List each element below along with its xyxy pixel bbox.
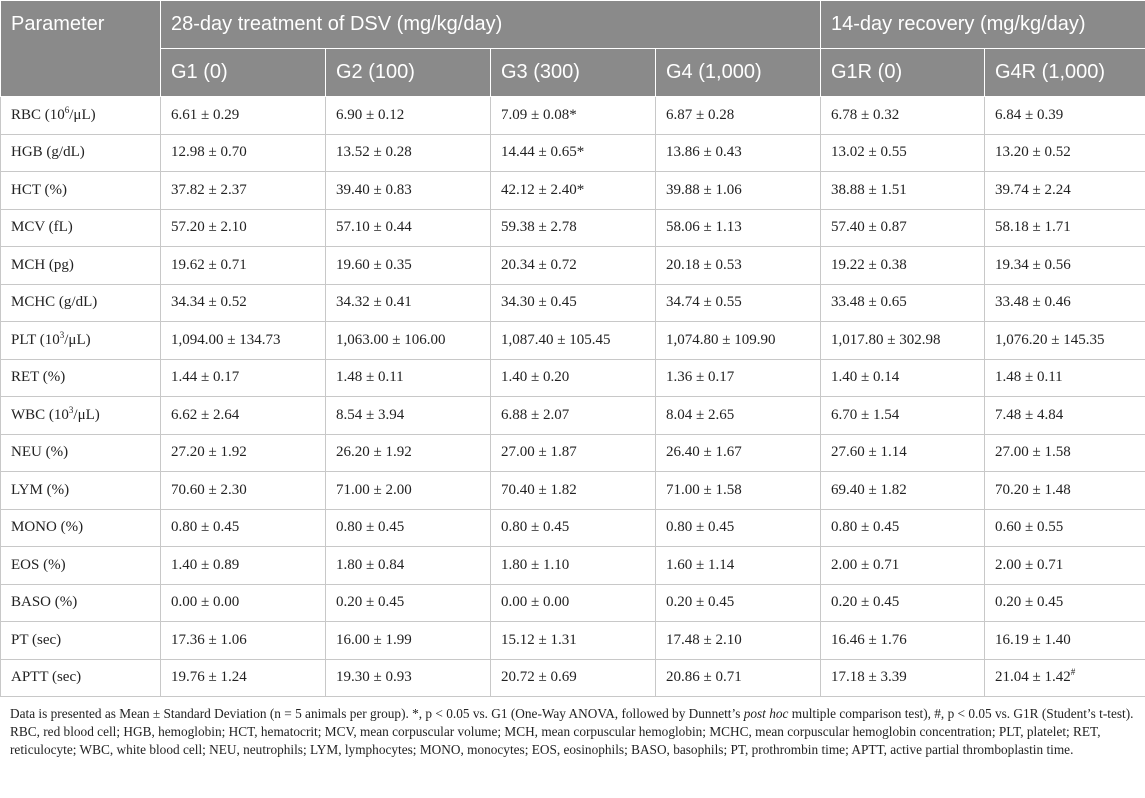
value-text: 70.20 ± 1.48 [995,481,1071,498]
value-cell [326,509,491,547]
value-text: 1.48 ± 0.11 [336,369,404,386]
value-text: 19.34 ± 0.56 [995,256,1071,273]
value-cell [491,134,656,172]
value-cell [326,209,491,247]
value-cell [161,472,326,510]
value-text: 19.22 ± 0.38 [831,256,907,273]
table-row [1,397,1145,435]
parameter-label: PLT (10 [11,331,60,348]
value-text: 34.34 ± 0.52 [171,294,247,311]
table-row [1,284,1145,322]
value-cell [821,359,985,397]
value-cell [656,322,821,360]
parameter-cell [1,247,161,285]
value-text: 71.00 ± 2.00 [336,481,412,498]
value-text: 19.30 ± 0.93 [336,669,412,686]
value-cell [491,97,656,135]
value-text: 16.46 ± 1.76 [831,631,907,648]
parameter-label: PT (sec) [11,631,62,648]
value-cell [326,134,491,172]
table-row [1,97,1145,135]
value-cell [656,472,821,510]
parameter-exponent: 6 [64,104,70,115]
value-text: 6.90 ± 0.12 [336,106,405,123]
column-header-g2: G2 (100) [326,49,491,97]
value-text: 6.61 ± 0.29 [171,106,240,123]
footnote-text-2: multiple comparison test), #, p < 0.05 vs. G1R (Student’s t-test). RBC, red blood cell; HGB, hemoglobin; HCT, hematocrit; MCV, mean corpuscular volume; MCH, mean corpuscular hemoglobin; MCHC, mean corpuscular hemoglobin concentration; PLT, platelet; RET, reticulocyte; WBC, white blood cell; NEU, neutrophils; LYM, lymphocytes; MONO, monocytes; EOS, eosinophils; BASO, basophils; PT, prothrombin time; APTT, active partial thromboplastin time. [10,706,1134,757]
value-cell [326,97,491,135]
value-cell [656,172,821,210]
value-text: 70.40 ± 1.82 [501,481,577,498]
value-cell [656,284,821,322]
value-text: 0.60 ± 0.55 [995,519,1064,536]
value-text: 6.87 ± 0.28 [666,106,735,123]
value-text: 34.32 ± 0.41 [336,294,412,311]
value-cell [491,622,656,660]
value-text: 1.80 ± 1.10 [501,556,570,573]
value-text: 1.44 ± 0.17 [171,369,240,386]
value-text: 27.20 ± 1.92 [171,444,247,461]
column-header-g4r: G4R (1,000) [985,49,1145,97]
value-cell [985,284,1145,322]
value-cell [656,97,821,135]
value-text: 69.40 ± 1.82 [831,481,907,498]
value-cell [326,472,491,510]
value-text: 38.88 ± 1.51 [831,181,907,198]
table-row [1,247,1145,285]
value-cell [326,397,491,435]
table-row [1,209,1145,247]
value-cell [326,434,491,472]
value-cell [821,247,985,285]
value-text: 16.00 ± 1.99 [336,631,412,648]
parameter-cell [1,584,161,622]
value-text: 26.40 ± 1.67 [666,444,742,461]
value-cell [161,659,326,697]
value-text: 39.74 ± 2.24 [995,181,1071,198]
parameter-cell [1,659,161,697]
value-text: 19.62 ± 0.71 [171,256,247,273]
table-row [1,359,1145,397]
parameter-unit: /μL) [73,406,100,423]
value-cell [821,622,985,660]
value-text: 0.80 ± 0.45 [831,519,900,536]
table-row [1,584,1145,622]
column-header-g3: G3 (300) [491,49,656,97]
value-cell [985,359,1145,397]
value-cell [821,322,985,360]
value-cell [161,584,326,622]
value-cell [161,172,326,210]
footnote-text-1: Data is presented as Mean ± Standard Deviation (n = 5 animals per group). *, p < 0.05 vs. G1 (One-Way ANOVA, followed by Dunnett’s [10,706,744,721]
column-header-g1r: G1R (0) [821,49,985,97]
value-text: 1.36 ± 0.17 [666,369,735,386]
table-row [1,172,1145,210]
value-text: 34.30 ± 0.45 [501,294,577,311]
value-cell [985,509,1145,547]
value-cell [821,209,985,247]
value-cell [821,284,985,322]
value-text: 17.18 ± 3.39 [831,669,907,686]
value-cell [326,172,491,210]
value-cell [326,622,491,660]
value-cell [821,434,985,472]
parameter-cell [1,322,161,360]
value-cell [821,472,985,510]
value-text: 15.12 ± 1.31 [501,631,577,648]
parameter-header: Parameter [1,1,161,97]
value-text: 70.60 ± 2.30 [171,481,247,498]
value-text: 20.72 ± 0.69 [501,669,577,686]
value-cell [491,247,656,285]
table-row [1,134,1145,172]
value-cell [161,284,326,322]
value-cell [656,509,821,547]
value-cell [821,659,985,697]
value-cell [491,322,656,360]
value-cell [491,284,656,322]
parameter-label: MCHC (g/dL) [11,294,98,311]
value-text: 13.86 ± 0.43 [666,144,742,161]
parameter-label: HCT (%) [11,181,67,198]
significance-marker: # [1070,667,1076,678]
table-row [1,472,1145,510]
value-text: 0.20 ± 0.45 [336,594,405,611]
value-text: 0.00 ± 0.00 [171,594,240,611]
value-text: 6.78 ± 0.32 [831,106,900,123]
value-cell [326,584,491,622]
value-text: 12.98 ± 0.70 [171,144,247,161]
value-cell [985,209,1145,247]
value-text: 17.48 ± 2.10 [666,631,742,648]
value-text: 7.09 ± 0.08* [501,106,577,123]
parameter-label: LYM (%) [11,481,70,498]
value-cell [985,659,1145,697]
value-cell [821,97,985,135]
value-text: 1,087.40 ± 105.45 [501,331,611,348]
value-text: 17.36 ± 1.06 [171,631,247,648]
parameter-cell [1,284,161,322]
parameter-cell [1,397,161,435]
value-cell [985,397,1145,435]
value-cell [985,472,1145,510]
value-text: 6.70 ± 1.54 [831,406,900,423]
value-cell [161,97,326,135]
value-cell [656,659,821,697]
value-cell [326,359,491,397]
value-cell [985,547,1145,585]
value-cell [326,322,491,360]
value-text: 26.20 ± 1.92 [336,444,412,461]
value-text: 0.00 ± 0.00 [501,594,570,611]
parameter-cell [1,209,161,247]
value-text: 13.52 ± 0.28 [336,144,412,161]
value-text: 19.76 ± 1.24 [171,669,247,686]
value-text: 33.48 ± 0.46 [995,294,1071,311]
value-text: 27.60 ± 1.14 [831,444,907,461]
value-cell [985,134,1145,172]
value-cell [985,322,1145,360]
value-text: 20.18 ± 0.53 [666,256,742,273]
value-text: 1.40 ± 0.89 [171,556,240,573]
value-text: 7.48 ± 4.84 [995,406,1064,423]
parameter-label: EOS (%) [11,556,66,573]
value-cell [985,172,1145,210]
value-cell [821,509,985,547]
value-cell [161,622,326,660]
table-body [1,97,1145,697]
value-cell [821,172,985,210]
table-row [1,322,1145,360]
value-text: 1.60 ± 1.14 [666,556,735,573]
value-cell [491,659,656,697]
value-text: 21.04 ± 1.42 [995,669,1071,686]
value-text: 1,094.00 ± 134.73 [171,331,281,348]
value-text: 0.80 ± 0.45 [171,519,240,536]
value-text: 58.18 ± 1.71 [995,219,1071,236]
parameter-cell [1,547,161,585]
value-cell [656,622,821,660]
value-text: 58.06 ± 1.13 [666,219,742,236]
value-text: 13.20 ± 0.52 [995,144,1071,161]
value-cell [656,247,821,285]
value-cell [656,434,821,472]
value-cell [656,134,821,172]
value-cell [161,509,326,547]
parameter-label: RET (%) [11,369,66,386]
value-cell [326,547,491,585]
value-cell [161,209,326,247]
value-text: 14.44 ± 0.65* [501,144,585,161]
parameter-unit: /μL) [64,331,91,348]
value-cell [821,134,985,172]
treatment-group-header: 28-day treatment of DSV (mg/kg/day) [161,1,821,49]
value-cell [985,97,1145,135]
value-cell [656,584,821,622]
column-header-g1: G1 (0) [161,49,326,97]
table-row [1,434,1145,472]
footnote [10,705,1135,759]
value-text: 0.20 ± 0.45 [995,594,1064,611]
value-cell [821,397,985,435]
value-text: 39.40 ± 0.83 [336,181,412,198]
value-text: 33.48 ± 0.65 [831,294,907,311]
value-text: 1.80 ± 0.84 [336,556,405,573]
value-text: 27.00 ± 1.58 [995,444,1071,461]
value-cell [656,359,821,397]
value-cell [656,397,821,435]
value-text: 16.19 ± 1.40 [995,631,1071,648]
parameter-label: MONO (%) [11,519,84,536]
value-text: 57.10 ± 0.44 [336,219,412,236]
value-text: 1.40 ± 0.20 [501,369,570,386]
value-text: 8.54 ± 3.94 [336,406,405,423]
value-text: 6.88 ± 2.07 [501,406,570,423]
value-text: 42.12 ± 2.40* [501,181,585,198]
parameter-cell [1,434,161,472]
value-cell [491,359,656,397]
value-cell [491,397,656,435]
value-cell [161,434,326,472]
parameter-label: RBC (10 [11,106,65,123]
value-cell [326,659,491,697]
value-cell [326,247,491,285]
value-cell [491,547,656,585]
parameter-label: HGB (g/dL) [11,144,85,161]
value-text: 27.00 ± 1.87 [501,444,577,461]
value-text: 1.48 ± 0.11 [995,369,1063,386]
parameter-cell [1,97,161,135]
value-text: 0.80 ± 0.45 [501,519,570,536]
value-cell [491,172,656,210]
value-cell [491,584,656,622]
value-text: 59.38 ± 2.78 [501,219,577,236]
parameter-cell [1,509,161,547]
value-cell [161,547,326,585]
value-cell [326,284,491,322]
recovery-group-header: 14-day recovery (mg/kg/day) [821,1,1145,49]
value-cell [491,509,656,547]
value-text: 1.40 ± 0.14 [831,369,900,386]
parameter-label: WBC (10 [11,406,69,423]
value-text: 1,074.80 ± 109.90 [666,331,776,348]
parameter-exponent: 3 [68,404,74,415]
value-text: 13.02 ± 0.55 [831,144,907,161]
parameter-cell [1,172,161,210]
parameter-exponent: 3 [59,329,65,340]
parameter-cell [1,359,161,397]
table-row [1,547,1145,585]
value-text: 37.82 ± 2.37 [171,181,247,198]
value-text: 0.80 ± 0.45 [666,519,735,536]
value-text: 2.00 ± 0.71 [995,556,1064,573]
value-cell [656,547,821,585]
value-cell [985,584,1145,622]
value-text: 0.80 ± 0.45 [336,519,405,536]
value-cell [161,134,326,172]
value-text: 6.84 ± 0.39 [995,106,1064,123]
value-text: 39.88 ± 1.06 [666,181,742,198]
table-row [1,622,1145,660]
parameter-unit: /μL) [69,106,96,123]
value-text: 1,076.20 ± 145.35 [995,331,1105,348]
value-text: 0.20 ± 0.45 [831,594,900,611]
column-header-g4: G4 (1,000) [656,49,821,97]
value-text: 2.00 ± 0.71 [831,556,900,573]
value-text: 20.86 ± 0.71 [666,669,742,686]
value-text: 34.74 ± 0.55 [666,294,742,311]
parameter-label: BASO (%) [11,594,78,611]
value-cell [491,434,656,472]
value-text: 1,017.80 ± 302.98 [831,331,941,348]
parameter-label: APTT (sec) [11,669,82,686]
parameter-label: MCH (pg) [11,256,74,273]
value-text: 20.34 ± 0.72 [501,256,577,273]
parameter-cell [1,472,161,510]
table-row [1,509,1145,547]
value-cell [161,397,326,435]
value-text: 57.20 ± 2.10 [171,219,247,236]
value-text: 8.04 ± 2.65 [666,406,735,423]
parameter-label: NEU (%) [11,444,69,461]
value-cell [985,622,1145,660]
parameter-cell [1,622,161,660]
value-cell [161,359,326,397]
value-text: 71.00 ± 1.58 [666,481,742,498]
footnote-italic: post hoc [743,706,789,721]
value-cell [161,322,326,360]
table-header [1,1,1145,97]
value-cell [491,209,656,247]
value-cell [161,247,326,285]
value-cell [821,584,985,622]
value-text: 6.62 ± 2.64 [171,406,240,423]
table-row [1,659,1145,697]
parameter-cell [1,134,161,172]
value-text: 1,063.00 ± 106.00 [336,331,446,348]
value-cell [985,247,1145,285]
value-cell [656,209,821,247]
value-cell [491,472,656,510]
value-text: 0.20 ± 0.45 [666,594,735,611]
value-text: 19.60 ± 0.35 [336,256,412,273]
value-cell [821,547,985,585]
value-text: 57.40 ± 0.87 [831,219,907,236]
value-cell [985,434,1145,472]
parameter-label: MCV (fL) [11,219,73,236]
